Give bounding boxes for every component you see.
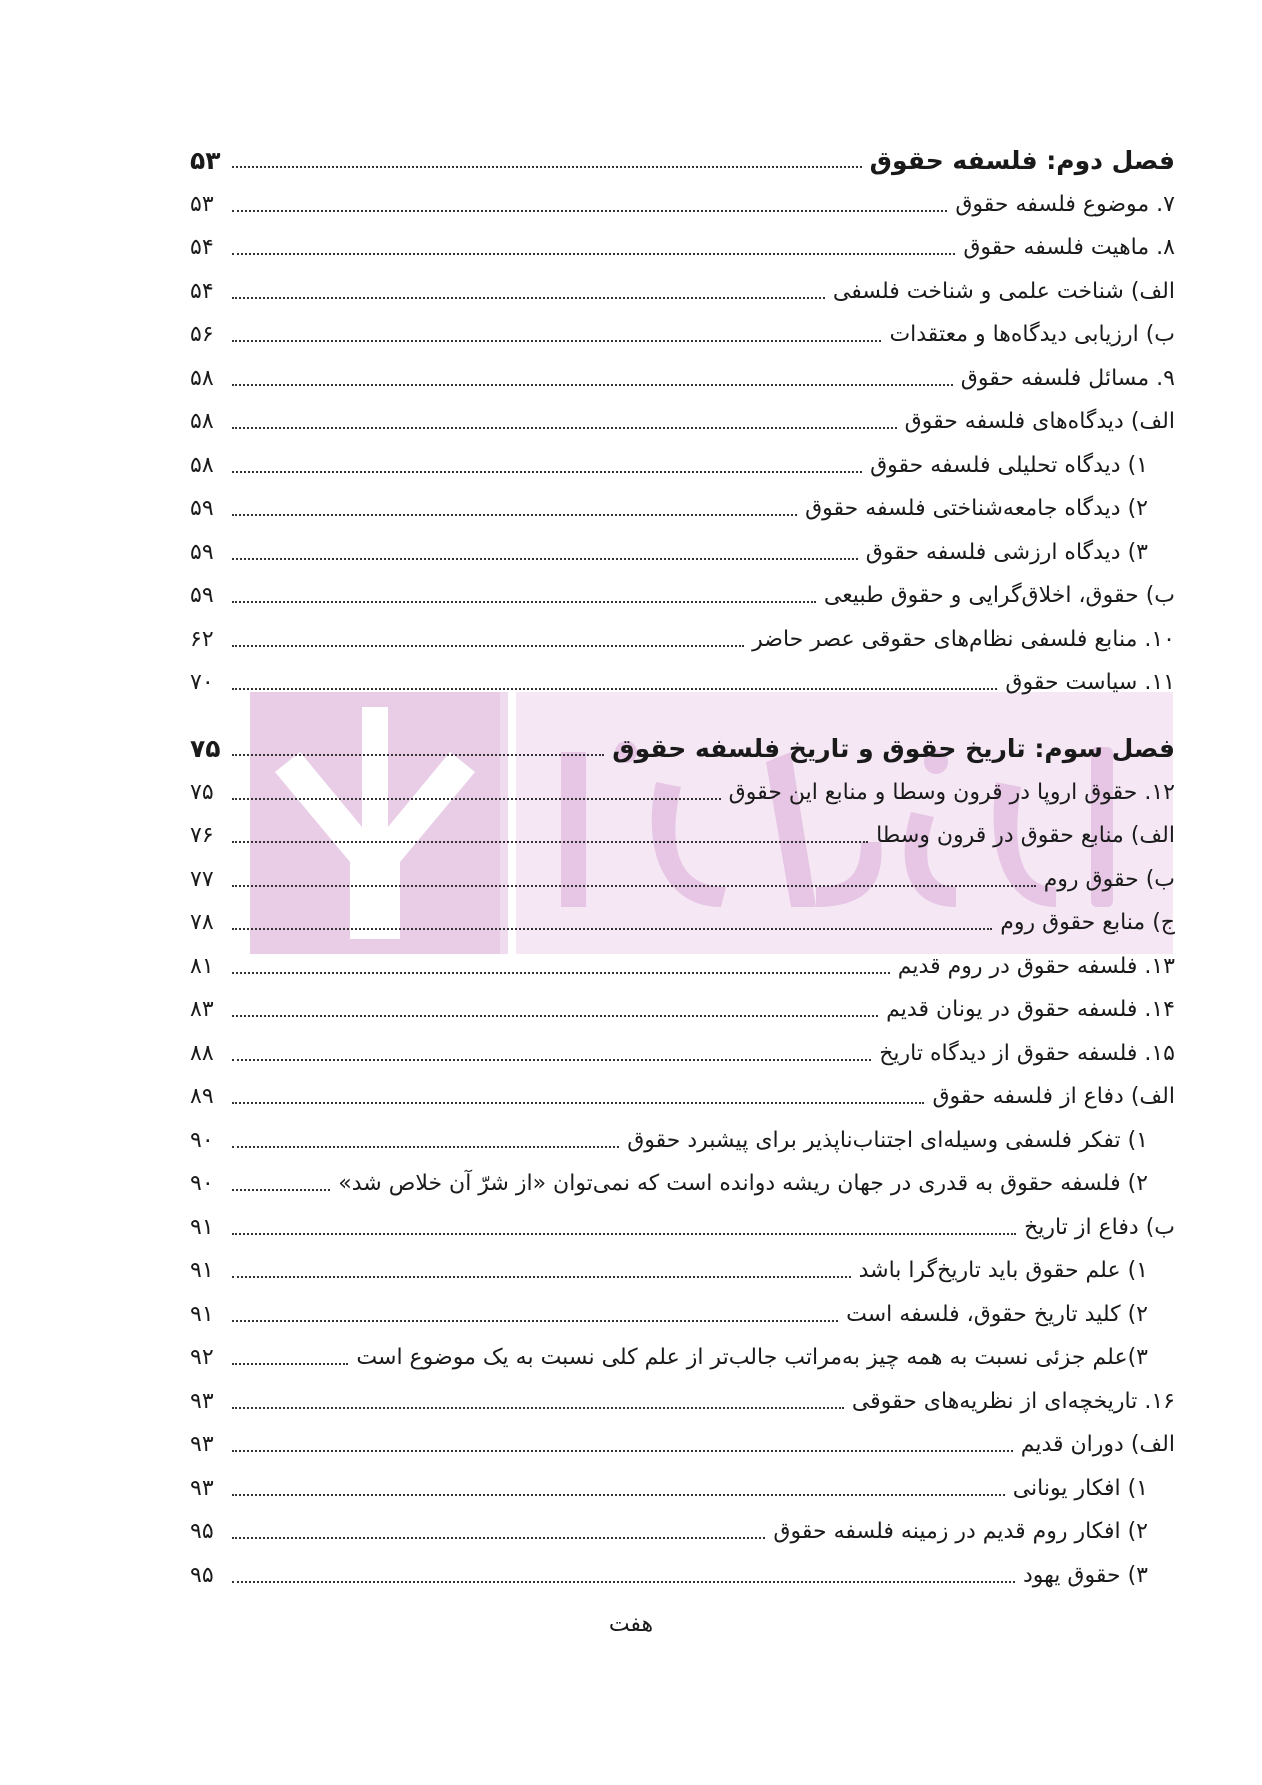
dot-leader — [232, 384, 953, 386]
dot-leader — [232, 427, 897, 429]
toc-entry-title: الف) دوران قدیم — [1020, 1432, 1175, 1457]
toc-entry-title: ب) حقوق روم — [1043, 866, 1175, 892]
dot-leader — [232, 471, 862, 473]
toc-entry-page: ۷۷ — [190, 866, 214, 892]
dot-leader — [232, 558, 858, 560]
toc-entry[interactable] — [190, 1199, 1175, 1243]
toc-entry-page: ۷۸ — [190, 910, 214, 935]
toc-entry-page: ۵۴ — [190, 235, 214, 260]
dot-leader — [232, 1537, 765, 1539]
dot-leader — [232, 1363, 348, 1365]
toc-entry[interactable] — [190, 481, 1175, 525]
toc-entry-title: ب) حقوق، اخلاق‌گرایی و حقوق طبیعی — [823, 583, 1175, 608]
toc-entry-page: ۹۳ — [190, 1475, 214, 1501]
toc-entry-title: ۱۱. سیاست حقوق — [1005, 670, 1175, 695]
toc-entry-title: ۱) تفکر فلسفی وسیله‌ای اجتناب‌ناپذیر برای پیشبرد حقوق — [627, 1127, 1148, 1153]
toc-entry-page: ۹۰ — [190, 1171, 214, 1196]
toc-entry-title: ۲) فلسفه حقوق به قدری در جهان ریشه دوانده است که نمی‌توان «از شرّ آن خلاص شد» — [338, 1171, 1148, 1196]
dot-leader — [232, 1146, 619, 1148]
toc-entry-title: ۲) دیدگاه جامعه‌شناختی فلسفه حقوق — [805, 496, 1148, 521]
toc-entry[interactable] — [190, 524, 1175, 568]
toc-entry-title: ۲) کلید تاریخ حقوق، فلسفه است — [846, 1301, 1148, 1327]
toc-entry-page: ۷۵ — [190, 734, 221, 763]
toc-entry-title: ۷. موضوع فلسفه حقوق — [955, 191, 1175, 217]
dot-leader — [232, 841, 868, 843]
toc-entry-page: ۵۳ — [190, 146, 221, 175]
toc-entry[interactable] — [190, 808, 1175, 852]
toc-entry-page: ۸۱ — [190, 953, 214, 979]
dot-leader — [232, 1059, 871, 1061]
toc-entry-title: ۱۳. فلسفه حقوق در روم قدیم — [897, 953, 1175, 979]
toc-entry-page: ۹۲ — [190, 1345, 214, 1370]
toc-entry-page: ۵۹ — [190, 496, 214, 521]
dot-leader — [232, 514, 797, 516]
toc-entry-title: ۳)علم جزئی نسبت به همه چیز به‌مراتب جالب‌تر از علم کلی نسبت به یک موضوع است — [356, 1345, 1148, 1370]
dot-leader — [232, 885, 1036, 887]
dot-leader — [232, 253, 955, 255]
toc-entry-title: ۱۲. حقوق اروپا در قرون وسطا و منابع این حقوق — [728, 779, 1175, 805]
toc-entry[interactable] — [190, 938, 1175, 982]
toc-entry-title: ب) دفاع از تاریخ — [1024, 1214, 1175, 1240]
toc-entry[interactable] — [190, 350, 1175, 394]
toc-entry-title: فصل سوم: تاریخ حقوق و تاریخ فلسفه حقوق — [612, 734, 1175, 763]
toc-entry-title: فصل دوم: فلسفه حقوق — [869, 146, 1175, 175]
dot-leader — [232, 1320, 838, 1322]
dot-leader — [232, 1102, 924, 1104]
toc-entry[interactable] — [190, 1286, 1175, 1330]
toc-entry-page: ۵۴ — [190, 278, 214, 304]
toc-entry[interactable] — [190, 895, 1175, 939]
toc-entry-page: ۷۶ — [190, 823, 214, 848]
toc-entry-title: ۹. مسائل فلسفه حقوق — [960, 365, 1175, 391]
toc-entry[interactable] — [190, 1025, 1175, 1069]
toc-entry-page: ۷۵ — [190, 779, 214, 805]
toc-entry-title: ۱۶. تاریخچه‌ای از نظریه‌های حقوقی — [851, 1388, 1175, 1414]
dot-leader — [232, 1233, 1016, 1235]
toc-entry[interactable] — [190, 263, 1175, 307]
toc-entry-page: ۵۸ — [190, 365, 214, 391]
toc-entry[interactable] — [190, 718, 1175, 764]
toc-entry-page: ۹۱ — [190, 1258, 214, 1283]
toc-entry-title: ۱۴. فلسفه حقوق در یونان قدیم — [886, 997, 1175, 1022]
toc-entry[interactable] — [190, 1417, 1175, 1461]
toc-entry[interactable] — [190, 1156, 1175, 1200]
toc-entry-title: ۲) افکار روم قدیم در زمینه فلسفه حقوق — [773, 1519, 1148, 1544]
toc-entry-title: ۸. ماهیت فلسفه حقوق — [963, 235, 1175, 260]
dot-leader — [232, 928, 992, 930]
toc-entry-page: ۵۹ — [190, 539, 214, 565]
toc-entry-title: الف) دفاع از فلسفه حقوق — [932, 1084, 1175, 1109]
toc-entry-page: ۵۳ — [190, 191, 214, 217]
table-of-contents — [190, 130, 1175, 1591]
toc-entry-title: الف) شناخت علمی و شناخت فلسفی — [832, 278, 1175, 304]
toc-entry-title: ۳) حقوق یهود — [1023, 1562, 1148, 1588]
toc-entry[interactable] — [190, 655, 1175, 699]
toc-entry-page: ۹۰ — [190, 1127, 214, 1153]
toc-entry-title: ۱۰. منابع فلسفی نظام‌های حقوقی عصر حاضر — [752, 626, 1175, 652]
toc-entry-page: ۷۰ — [190, 670, 214, 695]
dot-leader — [232, 297, 825, 299]
toc-entry-title: ۱۵. فلسفه حقوق از دیدگاه تاریخ — [879, 1040, 1175, 1066]
toc-entry-page: ۹۵ — [190, 1519, 214, 1544]
dot-leader — [232, 645, 744, 647]
toc-entry[interactable] — [190, 307, 1175, 351]
toc-entry-page: ۵۸ — [190, 452, 214, 478]
toc-entry-page: ۹۱ — [190, 1214, 214, 1240]
dot-leader — [232, 166, 862, 168]
toc-entry[interactable] — [190, 394, 1175, 438]
toc-entry[interactable] — [190, 1330, 1175, 1374]
dot-leader — [232, 1407, 844, 1409]
toc-entry[interactable] — [190, 1243, 1175, 1287]
toc-entry-page: ۵۸ — [190, 409, 214, 434]
toc-entry-page: ۸۳ — [190, 997, 214, 1022]
toc-entry-title: ۱) علم حقوق باید تاریخ‌گرا باشد — [858, 1258, 1148, 1283]
toc-entry-title: ج) منابع حقوق روم — [1000, 910, 1175, 935]
dot-leader — [232, 1276, 851, 1278]
toc-entry[interactable] — [190, 220, 1175, 264]
dot-leader — [232, 688, 997, 690]
toc-entry-page: ۸۹ — [190, 1084, 214, 1109]
dot-leader — [232, 1450, 1013, 1452]
dot-leader — [232, 1581, 1015, 1583]
toc-entry-page: ۹۵ — [190, 1562, 214, 1588]
toc-entry[interactable] — [190, 764, 1175, 808]
dot-leader — [232, 798, 721, 800]
toc-entry-page: ۵۶ — [190, 322, 214, 347]
dot-leader — [232, 340, 881, 342]
toc-entry-title: الف) منابع حقوق در قرون وسطا — [876, 823, 1175, 848]
toc-entry[interactable] — [190, 1112, 1175, 1156]
dot-leader — [232, 1189, 330, 1191]
page-number-footer: هفت — [608, 1612, 654, 1637]
toc-entry-page: ۹۳ — [190, 1388, 214, 1414]
toc-entry[interactable] — [190, 851, 1175, 895]
toc-entry[interactable] — [190, 1504, 1175, 1548]
toc-entry-title: ۳) دیدگاه ارزشی فلسفه حقوق — [865, 539, 1148, 565]
toc-entry-title: الف) دیدگاه‌های فلسفه حقوق — [904, 409, 1175, 434]
toc-entry[interactable] — [190, 1547, 1175, 1591]
dot-leader — [232, 1494, 1005, 1496]
toc-entry[interactable] — [190, 982, 1175, 1026]
toc-entry[interactable] — [190, 176, 1175, 220]
dot-leader — [232, 1015, 878, 1017]
toc-entry-title: ۱) افکار یونانی — [1012, 1475, 1148, 1501]
toc-entry[interactable] — [190, 1069, 1175, 1113]
dot-leader — [232, 972, 890, 974]
toc-entry[interactable] — [190, 130, 1175, 176]
toc-entry-title: ۱) دیدگاه تحلیلی فلسفه حقوق — [870, 452, 1148, 478]
dot-leader — [232, 210, 947, 212]
toc-entry-title: ب) ارزیابی دیدگاه‌ها و معتقدات — [889, 322, 1175, 347]
dot-leader — [232, 754, 604, 756]
toc-entry-page: ۸۸ — [190, 1040, 214, 1066]
toc-entry-page: ۵۹ — [190, 583, 214, 608]
toc-entry[interactable] — [190, 1373, 1175, 1417]
toc-entry-page: ۶۲ — [190, 626, 214, 652]
toc-entry-page: ۹۱ — [190, 1301, 214, 1327]
toc-entry[interactable] — [190, 611, 1175, 655]
toc-entry[interactable] — [190, 568, 1175, 612]
dot-leader — [232, 601, 816, 603]
toc-entry-page: ۹۳ — [190, 1432, 214, 1457]
toc-entry[interactable] — [190, 1460, 1175, 1504]
toc-entry[interactable] — [190, 437, 1175, 481]
